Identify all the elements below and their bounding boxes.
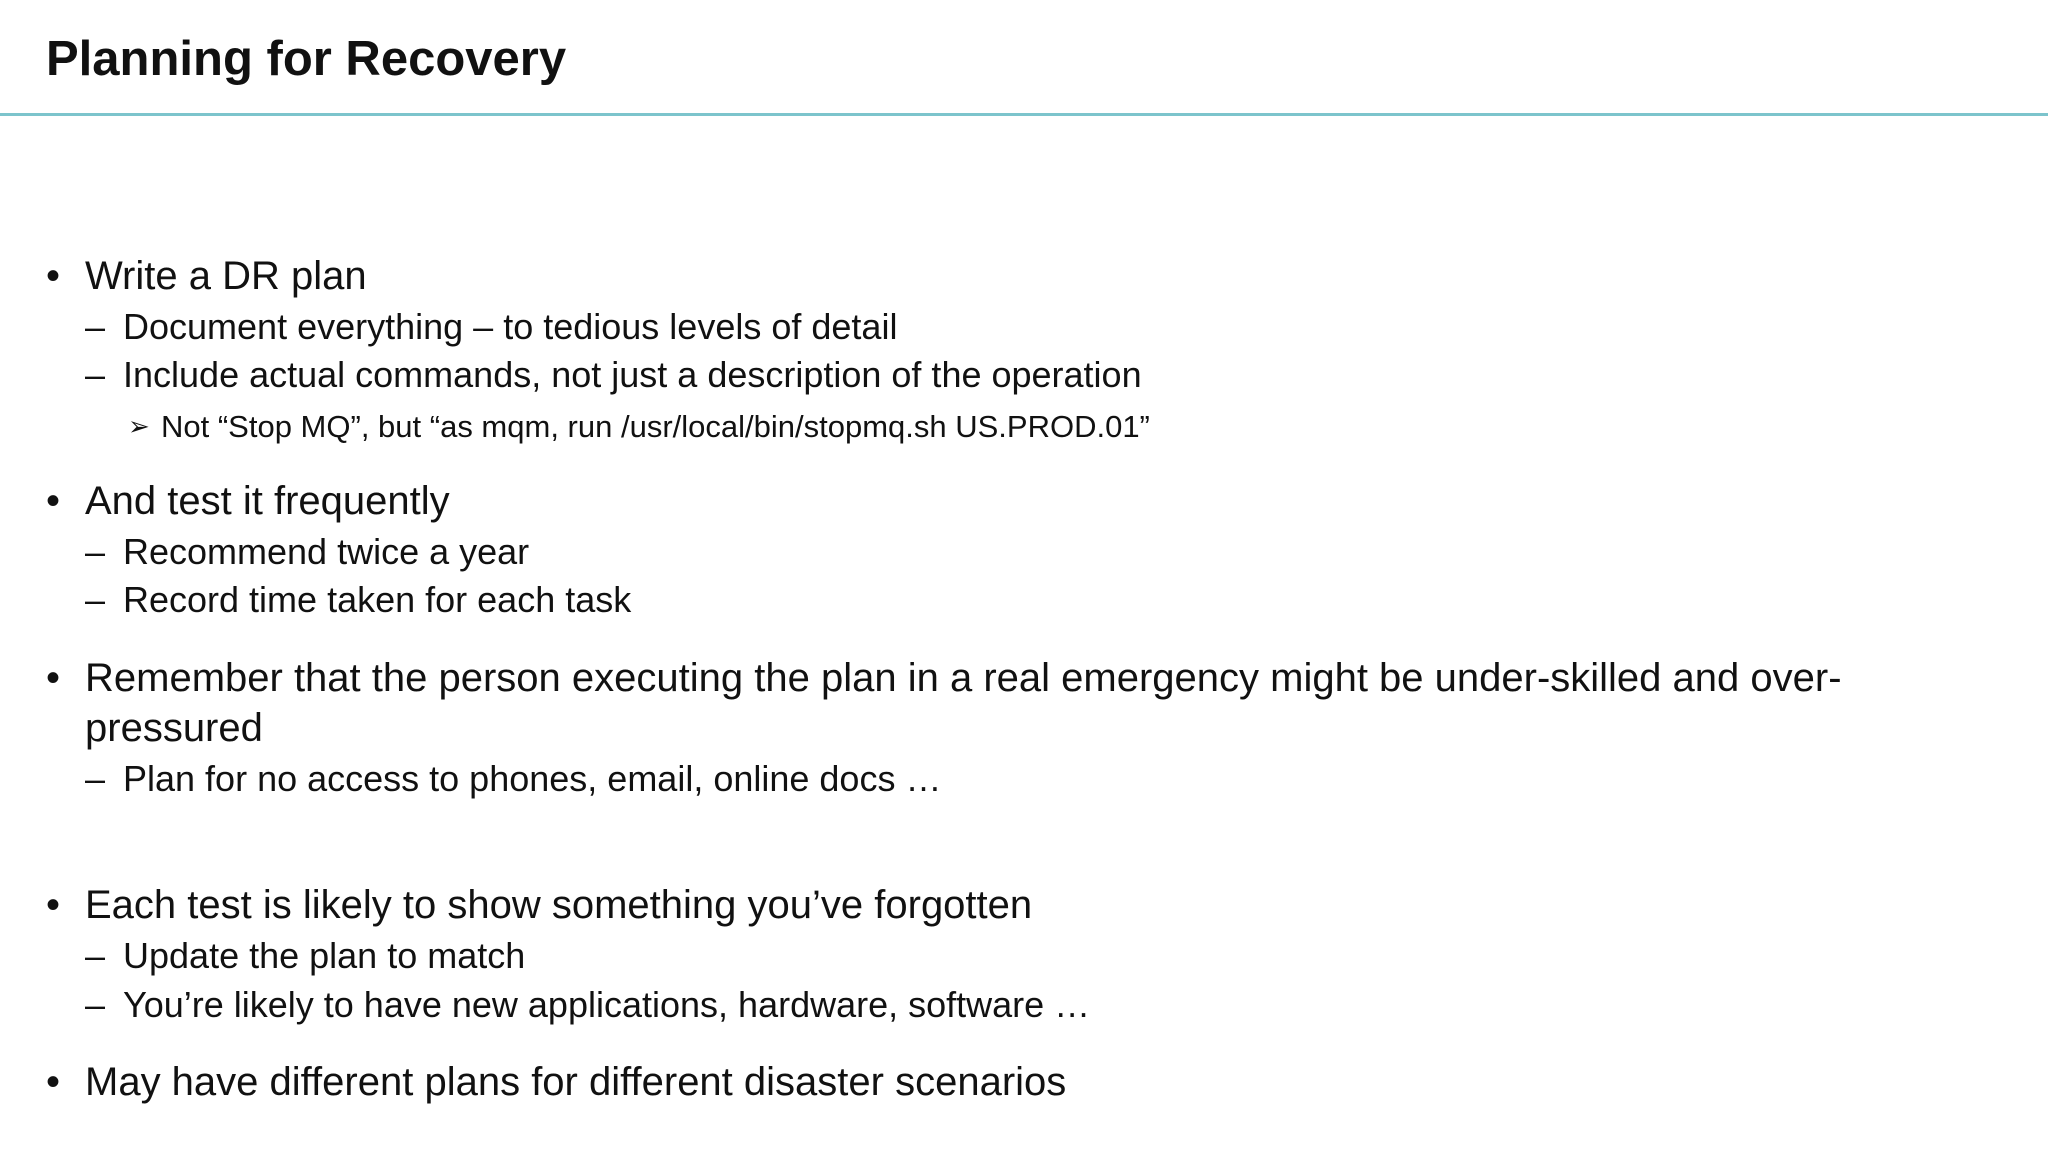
sub-bullet-text: Recommend twice a year — [123, 531, 530, 572]
bullet-marker: • — [46, 1060, 61, 1104]
sub-bullet-text: You’re likely to have new applications, hardware, software … — [123, 984, 1091, 1025]
bullet-text: And test it frequently — [85, 479, 450, 523]
bullet-text: pressured — [85, 706, 263, 750]
bullet-text: Remember that the person executing the plan in a real emergency might be under-skilled and over- — [85, 656, 1842, 700]
dash-marker: – — [85, 579, 106, 620]
dash-marker: – — [85, 758, 106, 799]
bullet-marker: • — [46, 656, 61, 700]
sub-bullet-text: Record time taken for each task — [123, 579, 632, 620]
bullet-marker: • — [46, 479, 61, 523]
dash-marker: – — [85, 935, 106, 976]
sub-bullet-text: Document everything – to tedious levels of detail — [123, 306, 898, 347]
sub-sub-bullet-text: Not “Stop MQ”, but “as mqm, run /usr/local/bin/stopmq.sh US.PROD.01” — [161, 409, 1150, 444]
slide-title: Planning for Recovery — [46, 32, 567, 86]
dash-marker: – — [85, 354, 106, 395]
dash-marker: – — [85, 984, 106, 1025]
dash-marker: – — [85, 306, 106, 347]
arrow-marker: ➢ — [128, 412, 150, 442]
sub-bullet-text: Plan for no access to phones, email, online docs … — [123, 758, 942, 799]
sub-bullet-text: Include actual commands, not just a description of the operation — [123, 354, 1142, 395]
bullet-marker: • — [46, 883, 61, 927]
bullet-marker: • — [46, 254, 61, 298]
title-divider — [0, 113, 2048, 116]
sub-bullet-text: Update the plan to match — [123, 935, 526, 976]
dash-marker: – — [85, 531, 106, 572]
bullet-text: Each test is likely to show something you’ve forgotten — [85, 883, 1033, 927]
bullet-text: May have different plans for different disaster scenarios — [85, 1060, 1067, 1104]
bullet-text: Write a DR plan — [85, 254, 367, 298]
